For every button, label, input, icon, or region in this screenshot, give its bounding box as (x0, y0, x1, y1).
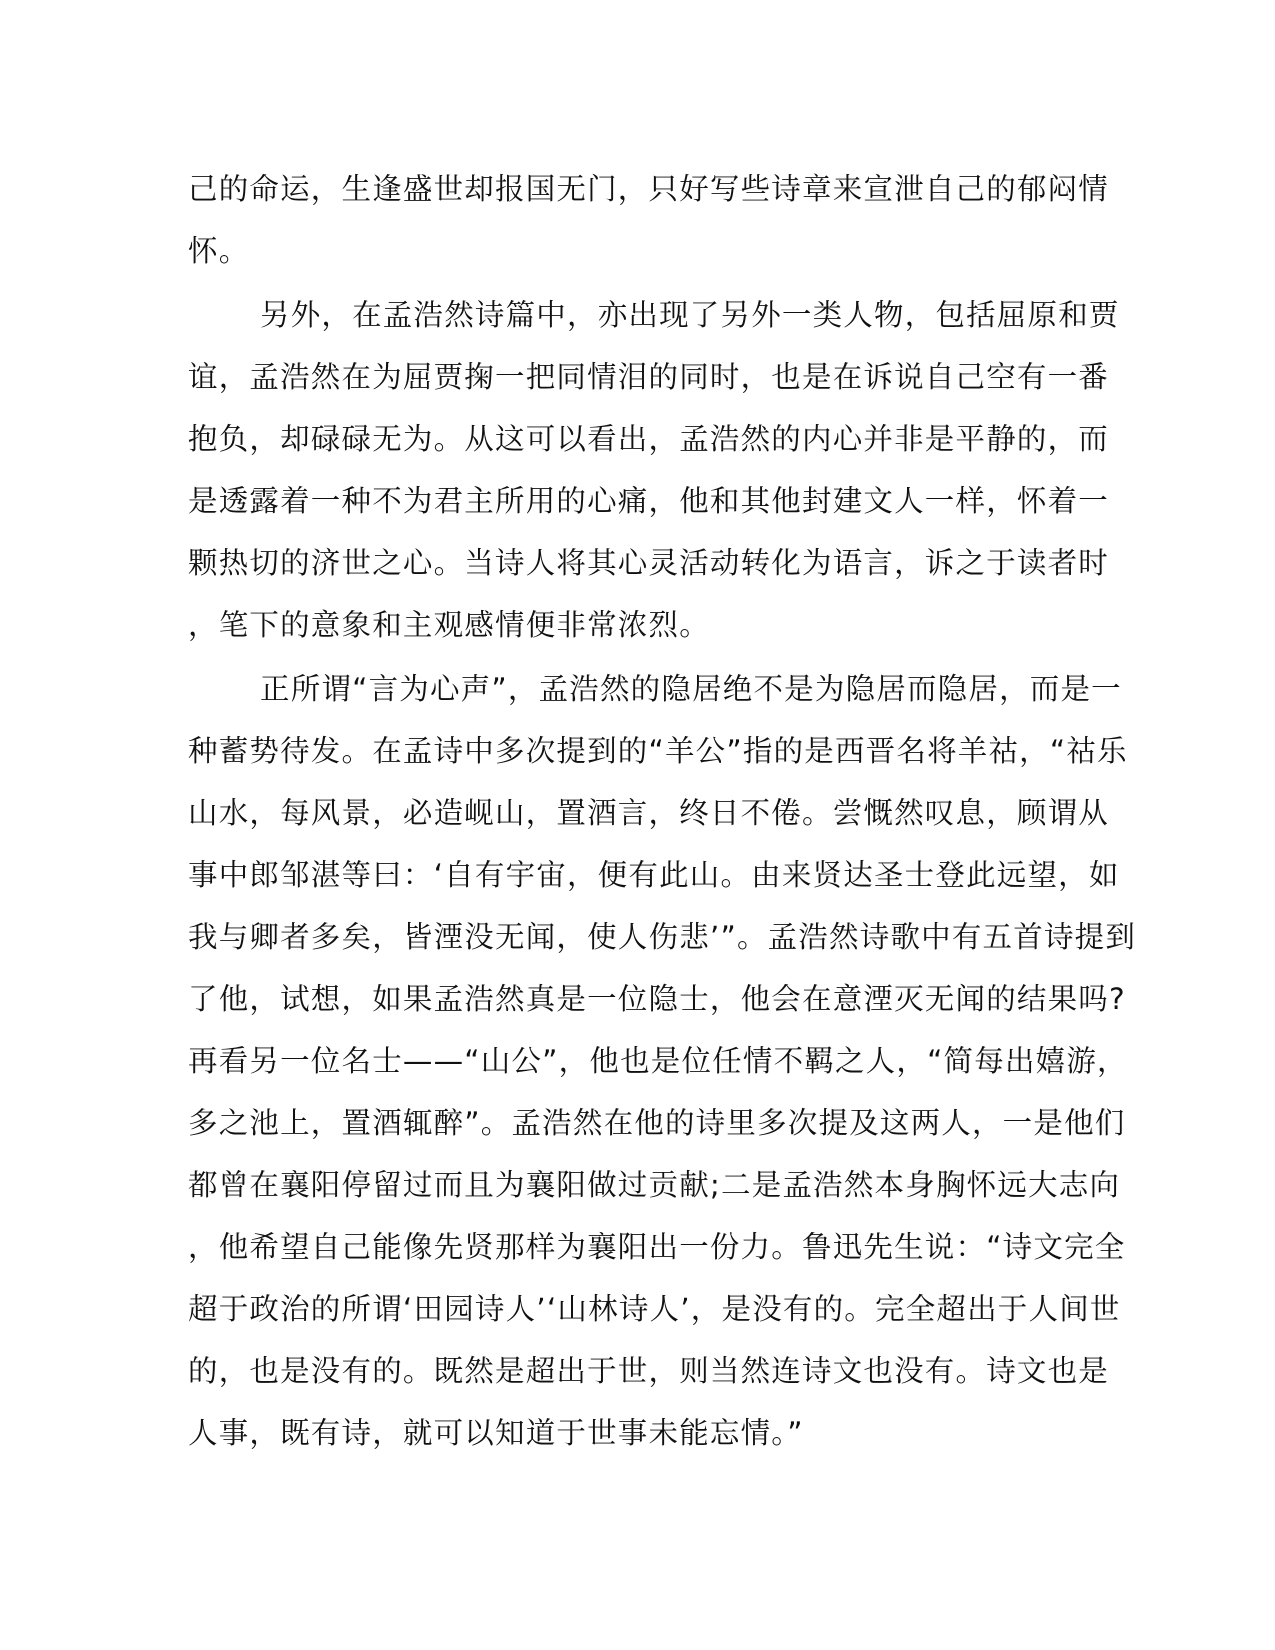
text-line: 超于政治的所谓‘田园诗人’‘山林诗人’，是没有的。完全超出于人间世 (188, 1292, 1121, 1326)
text-line: 种蓄势待发。在孟诗中多次提到的“羊公”指的是西晋名将羊祜，“祜乐 (188, 734, 1128, 768)
text-line: ，笔下的意象和主观感情便非常浓烈。 (188, 608, 710, 642)
text-line: 我与卿者多矣，皆湮没无闻，使人伤悲’”。孟浩然诗歌中有五首诗提到 (188, 920, 1137, 954)
text-line: 都曾在襄阳停留过而且为襄阳做过贡献;二是孟浩然本身胸怀远大志向 (188, 1168, 1121, 1202)
text-line: 事中郎邹湛等曰：‘自有宇宙，便有此山。由来贤达圣士登此远望，如 (188, 858, 1120, 892)
text-line: 颗热切的济世之心。当诗人将其心灵活动转化为语言，诉之于读者时 (188, 546, 1110, 580)
text-line: 多之池上，置酒辄醉”。孟浩然在他的诗里多次提及这两人，一是他们 (188, 1106, 1126, 1140)
text-line: 的，也是没有的。既然是超出于世，则当然连诗文也没有。诗文也是 (188, 1354, 1110, 1388)
body-text (188, 158, 1137, 1464)
text-line: 怀。 (188, 234, 250, 268)
text-line: 抱负，却碌碌无为。从这可以看出，孟浩然的内心并非是平静的，而 (188, 422, 1110, 456)
text-line: 再看另一位名士——“山公”，他也是位任情不羁之人，“简每出嬉游， (188, 1044, 1128, 1078)
text-line: 谊，孟浩然在为屈贾掬一把同情泪的同时，也是在诉说自己空有一番 (188, 360, 1110, 394)
paragraph-2 (188, 284, 1120, 656)
text-line: 是透露着一种不为君主所用的心痛，他和其他封建文人一样，怀着一 (188, 484, 1110, 518)
text-line: 人事，既有诗，就可以知道于世事未能忘情。” (188, 1416, 804, 1450)
text-line: 另外，在孟浩然诗篇中，亦出现了另外一类人物，包括屈原和贾 (260, 298, 1120, 332)
text-line: 己的命运，生逢盛世却报国无门，只好写些诗章来宣泄自己的郁闷情 (188, 172, 1110, 206)
paragraph-1 (188, 158, 1110, 282)
text-line: ，他希望自己能像先贤那样为襄阳出一份力。鲁迅先生说：“诗文完全 (188, 1230, 1126, 1264)
paragraph-3 (188, 658, 1137, 1464)
text-line: 了他，试想，如果孟浩然真是一位隐士，他会在意湮灭无闻的结果吗? (188, 982, 1126, 1016)
text-line: 正所谓“言为心声”，孟浩然的隐居绝不是为隐居而隐居，而是一 (260, 672, 1122, 706)
text-line: 山水，每风景，必造岘山，置酒言，终日不倦。尝慨然叹息，顾谓从 (188, 796, 1110, 830)
